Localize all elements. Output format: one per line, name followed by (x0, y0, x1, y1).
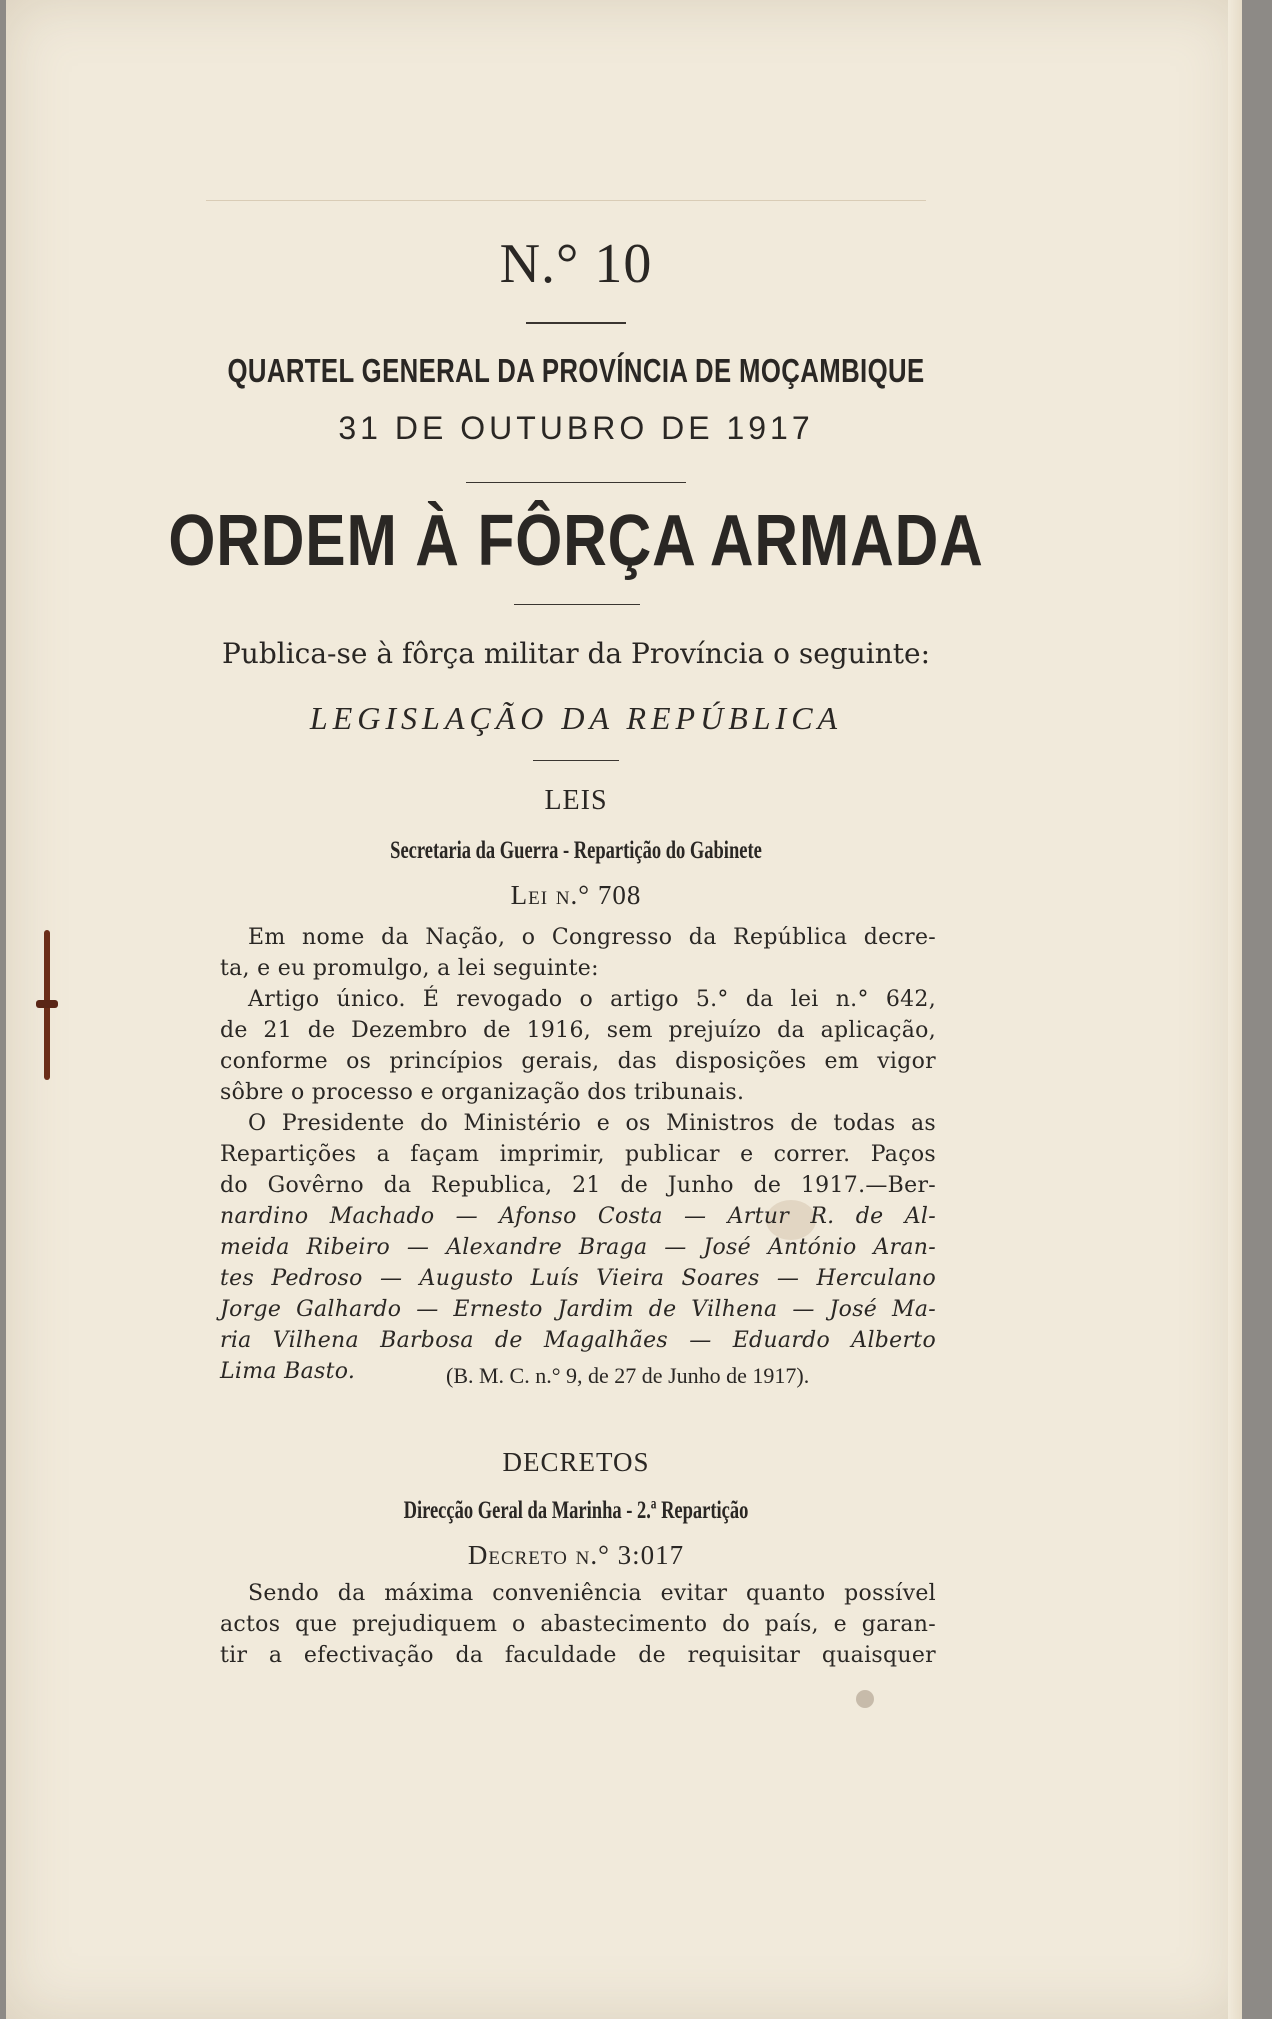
office-name: Direcção Geral da Marinha - 2.ª Repartição (403, 1497, 749, 1524)
paper-stain (856, 1690, 874, 1708)
text-line: O Presidente do Ministério e os Ministros de todas as (248, 1111, 936, 1136)
law-body (220, 922, 936, 1387)
faint-rule (206, 200, 926, 201)
signature-line: meida Ribeiro — Alexandre Braga — José António Aran- (220, 1235, 936, 1260)
section-heading-decrees: DECRETOS (502, 1447, 650, 1477)
text-line: Artigo único. É revogado o artigo 5.° da lei n.° 642, (248, 987, 936, 1012)
text-line: de 21 de Dezembro de 1916, sem prejuízo da aplicação, (220, 1018, 936, 1043)
page-edge-shadow (1228, 0, 1242, 2019)
text-line: actos que prejudiquem o abastecimento do país, e garan- (220, 1612, 936, 1637)
signature-line: nardino Machado — Afonso Costa — Artur R. de Al- (220, 1204, 936, 1229)
text-line: tir a efectivação da faculdade de requisitar quaisquer (220, 1643, 936, 1668)
law-title: Lei n.° 708 (510, 880, 642, 910)
text-line: ta, e eu promulgo, a lei seguinte: (220, 956, 599, 981)
page-title: ORDEM À FÔRÇA ARMADA (168, 501, 984, 581)
text-line: Sendo da máxima conveniência evitar quanto possível (248, 1581, 936, 1606)
text-line: Em nome da Nação, o Congresso da República decre- (248, 925, 936, 950)
office-name: Secretaria da Guerra - Repartição do Gabinete (390, 837, 762, 864)
decree-body (220, 1578, 936, 1671)
signature-line: Jorge Galhardo — Ernesto Jardim de Vilhena — José Ma- (220, 1297, 936, 1322)
divider (526, 322, 626, 324)
text-line: Repartições a façam imprimir, publicar e correr. Paços (220, 1142, 936, 1167)
text-line: sôbre o processo e organização dos tribunais. (220, 1080, 745, 1105)
section-heading-legislation: LEGISLAÇÃO DA REPÚBLICA (309, 700, 843, 736)
signature-line: tes Pedroso — Augusto Luís Vieira Soares — Herculano (220, 1266, 936, 1291)
citation: (B. M. C. n.° 9, de 27 de Junho de 1917). (446, 1363, 810, 1388)
document-page (6, 0, 1242, 2019)
order-number: N.° 10 (499, 233, 653, 295)
text-line: conforme os princípios gerais, das disposições em vigor (220, 1049, 936, 1074)
divider (466, 482, 686, 483)
decree-title: Decreto n.° 3:017 (467, 1540, 685, 1570)
section-heading-laws: LEIS (544, 785, 608, 816)
order-date: 31 DE OUTUBRO DE 1917 (338, 410, 814, 446)
text-line: do Govêrno da Republica, 21 de Junho de 1917.—Ber- (220, 1173, 936, 1198)
headquarters-heading: QUARTEL GENERAL DA PROVÍNCIA DE MOÇAMBIQUE (227, 352, 925, 389)
divider (514, 604, 640, 605)
rusty-pin-mark (36, 1000, 58, 1008)
divider (533, 760, 619, 761)
signature-line: ria Vilhena Barbosa de Magalhães — Eduardo Alberto (220, 1328, 936, 1353)
signature-line: Lima Basto. (220, 1359, 356, 1384)
intro-text: Publica-se à fôrça militar da Província o seguinte: (221, 637, 931, 670)
